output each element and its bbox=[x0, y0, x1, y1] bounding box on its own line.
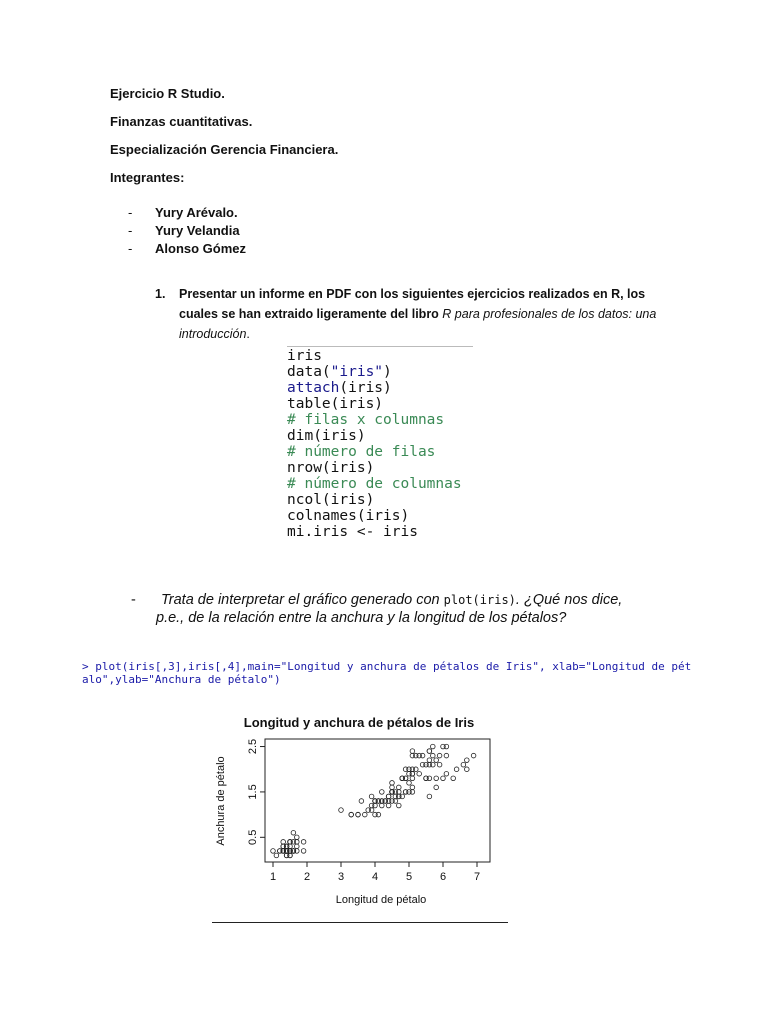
data-point bbox=[284, 849, 289, 854]
data-point bbox=[363, 812, 368, 817]
data-point bbox=[349, 812, 354, 817]
data-point bbox=[444, 753, 449, 758]
data-point bbox=[366, 808, 371, 813]
data-point bbox=[434, 776, 439, 781]
data-point bbox=[454, 767, 459, 772]
data-point bbox=[417, 771, 422, 776]
y-axis-label: Anchura de pétalo bbox=[215, 756, 227, 846]
data-point bbox=[451, 776, 456, 781]
data-point bbox=[410, 790, 415, 795]
data-point bbox=[356, 812, 361, 817]
data-point bbox=[288, 840, 293, 845]
data-point bbox=[397, 785, 402, 790]
data-point bbox=[424, 776, 429, 781]
data-point bbox=[427, 749, 432, 754]
data-point bbox=[400, 776, 405, 781]
data-point bbox=[373, 803, 378, 808]
scatter-plot-svg bbox=[205, 705, 515, 915]
data-point bbox=[434, 758, 439, 763]
data-points bbox=[271, 744, 476, 858]
y-tick-label: 1.5 bbox=[247, 784, 259, 800]
data-point bbox=[359, 799, 364, 804]
data-point bbox=[274, 853, 279, 858]
data-point bbox=[380, 790, 385, 795]
data-point bbox=[407, 781, 412, 786]
x-tick-label: 3 bbox=[337, 871, 345, 883]
data-point bbox=[295, 835, 300, 840]
item-number: 1. bbox=[155, 287, 166, 301]
code-line: data("iris") bbox=[287, 364, 392, 380]
data-point bbox=[339, 808, 344, 813]
r-console-command: > plot(iris[,3],iris[,4],main="Longitud y anchura de pétalos de Iris", xlab="Longitud de pétalo",ylab="Anchura de pétalo") bbox=[82, 660, 692, 686]
code-line: nrow(iris) bbox=[287, 460, 375, 476]
code-block bbox=[287, 346, 473, 540]
y-tick-label: 2.5 bbox=[247, 738, 259, 755]
members-heading: Integrantes: bbox=[110, 170, 185, 185]
code-comment: # filas x columnas bbox=[287, 412, 445, 428]
members-list bbox=[128, 204, 246, 258]
data-point bbox=[427, 794, 432, 799]
data-point bbox=[465, 767, 470, 772]
inline-code: plot(iris) bbox=[443, 593, 516, 607]
y-tick-label: 0.5 bbox=[247, 829, 259, 845]
code-comment: # número de filas bbox=[287, 444, 436, 460]
x-tick-label: 7 bbox=[473, 871, 481, 883]
code-line: dim(iris) bbox=[287, 428, 366, 444]
data-point bbox=[376, 812, 381, 817]
data-point bbox=[397, 803, 402, 808]
data-point bbox=[461, 762, 466, 767]
data-point bbox=[271, 849, 276, 854]
data-point bbox=[284, 844, 289, 849]
data-point bbox=[295, 844, 300, 849]
data-point bbox=[437, 753, 442, 758]
x-tick-label: 1 bbox=[269, 871, 277, 883]
data-point bbox=[420, 753, 425, 758]
code-line: colnames(iris) bbox=[287, 508, 410, 524]
data-point bbox=[441, 776, 446, 781]
data-point bbox=[407, 771, 412, 776]
data-point bbox=[281, 840, 286, 845]
x-tick-label: 2 bbox=[303, 871, 311, 883]
data-point bbox=[301, 840, 306, 845]
data-point bbox=[383, 799, 388, 804]
data-point bbox=[444, 771, 449, 776]
book-title: R para profesionales de los datos: una introducción bbox=[179, 307, 657, 341]
data-point bbox=[420, 762, 425, 767]
item-text: Presentar un informe en PDF con los siguientes ejercicios realizados en R, los cuales se han extraido ligeramente del libro R para profesionales de los datos: una introducción. bbox=[179, 287, 657, 341]
data-point bbox=[427, 762, 432, 767]
document-title: Ejercicio R Studio. bbox=[110, 86, 225, 101]
data-point bbox=[434, 785, 439, 790]
bullet-dash: - bbox=[128, 223, 133, 238]
data-point bbox=[431, 753, 436, 758]
data-point bbox=[400, 794, 405, 799]
x-tick-label: 6 bbox=[439, 871, 447, 883]
bullet-dash: - bbox=[128, 241, 133, 256]
data-point bbox=[410, 785, 415, 790]
data-point bbox=[380, 803, 385, 808]
member-item: - Yury Velandia bbox=[128, 223, 240, 238]
code-line: ncol(iris) bbox=[287, 492, 375, 508]
chart-title: Longitud y anchura de pétalos de Iris bbox=[243, 715, 475, 730]
data-point bbox=[390, 790, 395, 795]
data-point bbox=[471, 753, 476, 758]
data-point bbox=[376, 799, 381, 804]
code-line: iris bbox=[287, 348, 322, 364]
member-item: - Yury Arévalo. bbox=[128, 205, 238, 220]
data-point bbox=[414, 767, 419, 772]
data-point bbox=[393, 794, 398, 799]
divider-line bbox=[212, 922, 508, 923]
data-point bbox=[431, 744, 436, 749]
x-tick-label: 5 bbox=[405, 871, 413, 883]
code-line: mi.iris <- iris bbox=[287, 524, 418, 540]
program-name: Especialización Gerencia Financiera. bbox=[110, 142, 339, 157]
bullet-dash: - bbox=[128, 205, 133, 220]
x-axis bbox=[270, 862, 480, 883]
data-point bbox=[437, 762, 442, 767]
data-point bbox=[427, 758, 432, 763]
data-point bbox=[301, 849, 306, 854]
x-axis-label: Longitud de pétalo bbox=[335, 894, 427, 906]
x-tick-label: 4 bbox=[371, 871, 379, 883]
scatter-chart bbox=[205, 705, 515, 920]
data-point bbox=[403, 767, 408, 772]
data-point bbox=[465, 758, 470, 763]
course-name: Finanzas cuantitativas. bbox=[110, 114, 253, 129]
data-point bbox=[291, 830, 296, 835]
data-point bbox=[397, 790, 402, 795]
data-point bbox=[284, 853, 289, 858]
data-point bbox=[410, 776, 415, 781]
data-point bbox=[414, 753, 419, 758]
data-point bbox=[444, 744, 449, 749]
data-point bbox=[386, 803, 391, 808]
code-line: table(iris) bbox=[287, 396, 384, 412]
y-axis bbox=[247, 739, 265, 845]
code-line: attach(iris) bbox=[287, 380, 392, 396]
bullet-dash: - bbox=[131, 592, 136, 608]
data-point bbox=[369, 794, 374, 799]
data-point bbox=[386, 794, 391, 799]
data-point bbox=[390, 785, 395, 790]
data-point bbox=[393, 799, 398, 804]
member-item: - Alonso Gómez bbox=[128, 241, 247, 256]
code-comment: # número de columnas bbox=[287, 476, 462, 492]
data-point bbox=[390, 781, 395, 786]
data-point bbox=[410, 749, 415, 754]
